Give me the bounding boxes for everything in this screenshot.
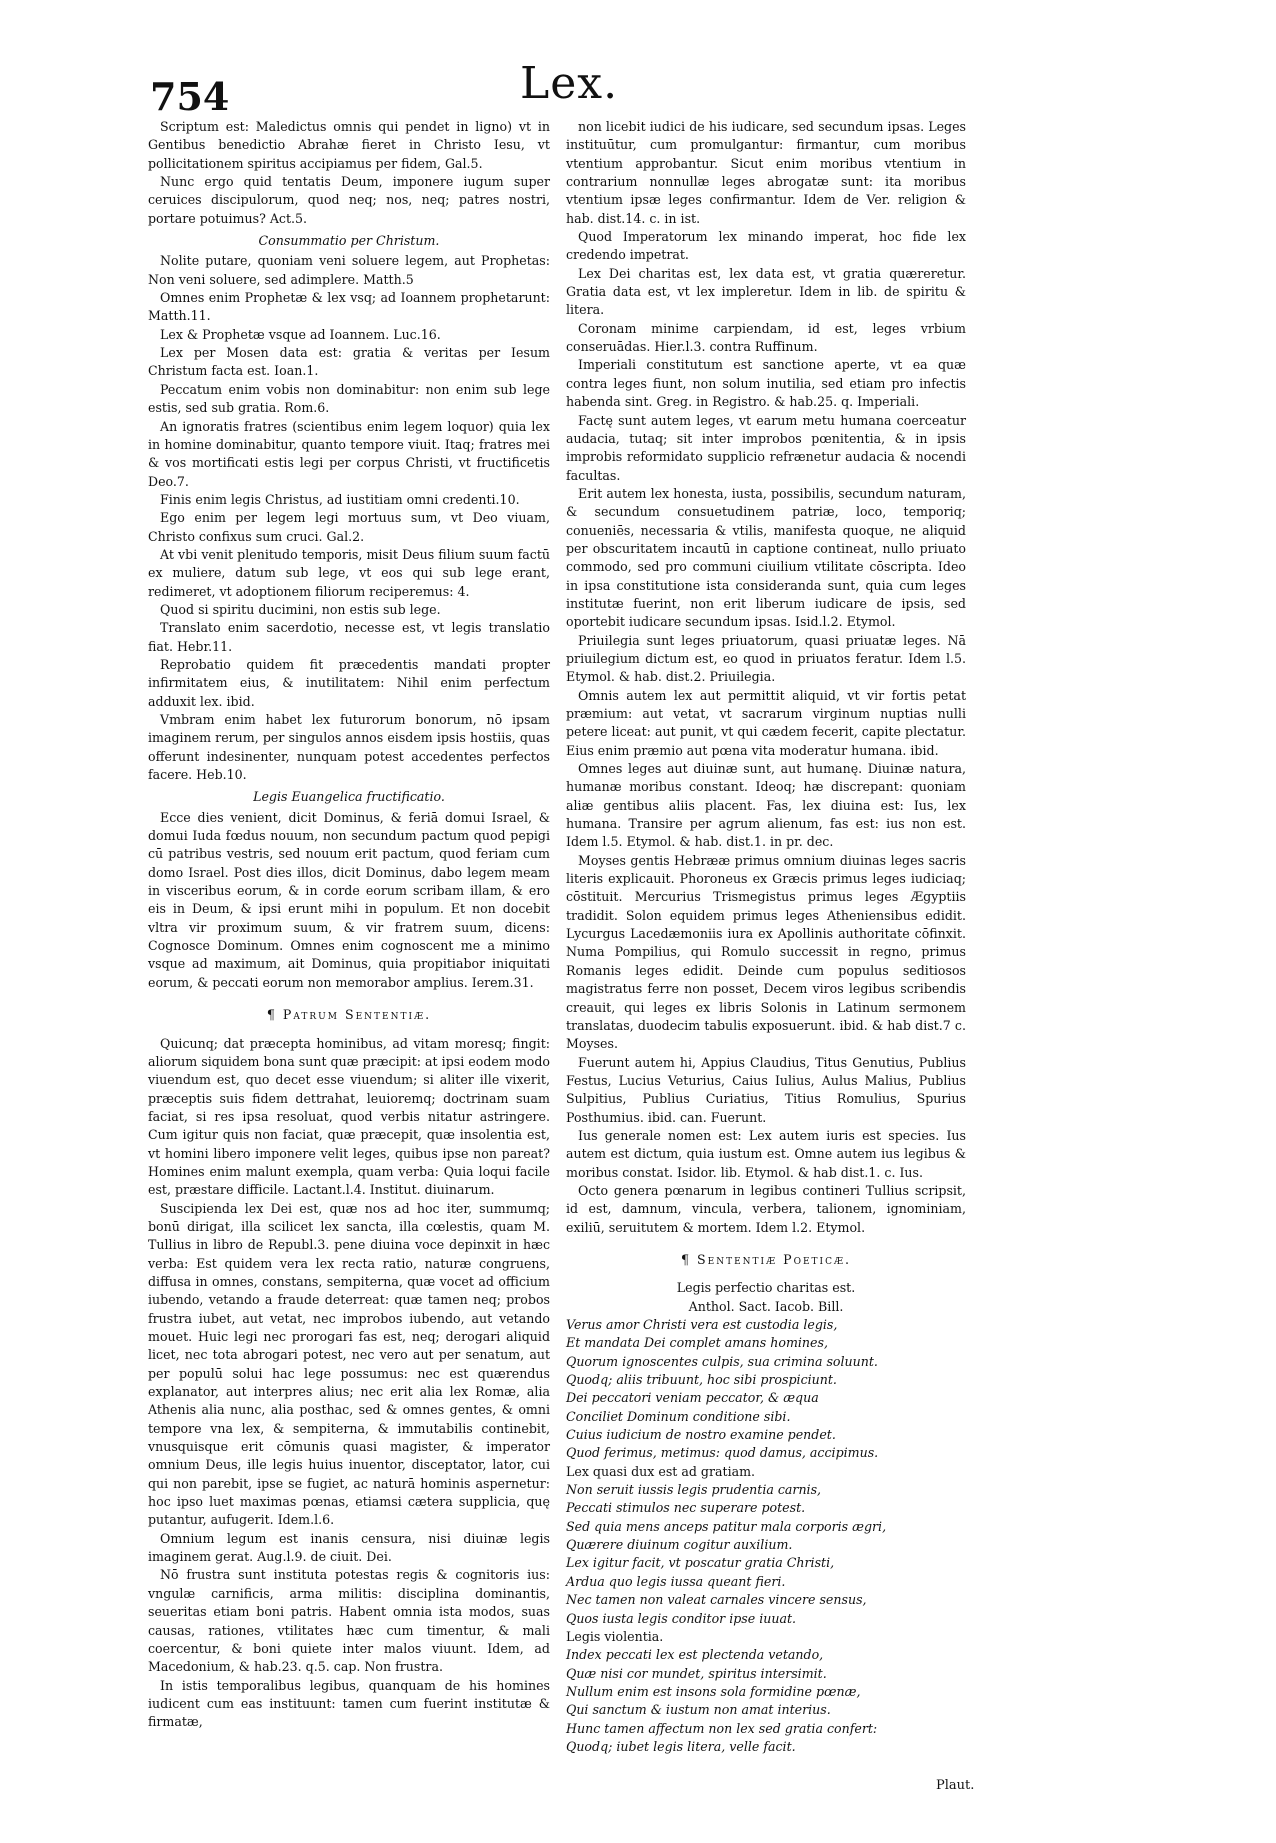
verse-line: Nullum enim est insons sola formidine pœnæ,: [566, 1683, 861, 1699]
paragraph: Ego enim per legem legi mortuus sum, vt Deo viuam, Christo confixus sum cruci. Gal.2.: [148, 510, 550, 544]
verse-line: Quodq; aliis tribuunt, hoc sibi prospiciunt.: [566, 1372, 837, 1388]
paragraph: Lex Dei charitas est, lex data est, vt gratia quæreretur. Gratia data est, vt lex impleretur. Idem in lib. de spiritu & litera.: [566, 265, 966, 318]
verse-line: Ardua quo legis iussa queant fieri.: [566, 1573, 786, 1589]
paragraph: Priuilegia sunt leges priuatorum, quasi priuatæ leges. Nā priuilegium dictum est, eo quod in priuatos feratur. Idem l.5. Etymol. & hab. dist.2. Priuilegia.: [566, 632, 966, 685]
paragraph: Omnis autem lex aut permittit aliquid, vt vir fortis petat præmium: aut vetat, vt sacrarum virginum nuptias nulli petere liceat: aut punit, vt qui cædem fecerit, capite plectatur. Eius enim præmio aut pœna vita moderatur humana. ibid.: [566, 687, 966, 758]
verse-line: Conciliet Dominum conditione sibi.: [566, 1408, 791, 1424]
verse-line: Nec tamen non valeat carnales vincere sensus,: [566, 1592, 867, 1608]
verse-line: Lex igitur facit, vt poscatur gratia Christi,: [566, 1555, 835, 1571]
paragraph: Fuerunt autem hi, Appius Claudius, Titus Genutius, Publius Festus, Lucius Veturius, Caius Iulius, Aulus Malius, Publius Sulpitius, Publius Curiatius, Titius Romulius, Spurius Posthumius. ibid. can. Fuerunt.: [566, 1054, 966, 1125]
paragraph: Quicunq; dat præcepta hominibus, ad vitam moresq; fingit: aliorum siquidem bona sunt quæ præcipit: at ipsi eodem modo viuendum est, quo decet esse viuendum; si aliter ille vixerit, præceptis suis fidem dettrahat, leuioremq; doctrinam suam faciat, si res ipsa resoluat, quod verbis nitatur astringere. Cum igitur quis non faciat, quæ præcepit, quæ insolentia est, vt homini libero imponere velit leges, quibus ipse non pareat? Homines enim malunt exempla, quam verba: Quia loqui facile est, præstare difficile. Lactant.l.4. Institut. diuinarum.: [148, 1035, 550, 1198]
paragraph: In istis temporalibus legibus, quanquam de his homines iudicent cum eas instituunt: tamen cum fuerint institutæ & firmatæ,: [148, 1677, 550, 1730]
paragraph: At vbi venit plenitudo temporis, misit Deus filium suum factū ex muliere, datum sub lege, vt eos qui sub lege erant, redimeret, vt adoptionem filiorum reciperemus: 4.: [148, 546, 550, 599]
paragraph: Nolite putare, quoniam veni soluere legem, aut Prophetas: Non veni soluere, sed adimplere. Matth.5: [148, 253, 550, 287]
paragraph: Omnes leges aut diuinæ sunt, aut humanę. Diuinæ natura, humanæ moribus constant. Ideoq; hæ discrepant: quoniam aliæ gentibus aliis placent. Fas, lex diuina est: Ius, lex humana. Transire per agrum alienum, fas est: ius non est. Idem l.5. Etymol. & hab. dist.1. in pr. dec.: [566, 761, 966, 850]
verse-line: Index peccati lex est plectenda vetando,: [566, 1647, 824, 1663]
verse-heading: Lex quasi dux est ad gratiam.: [566, 1463, 756, 1479]
paragraph: Factę sunt autem leges, vt earum metu humana coerceatur audacia, tutaq; sit inter improbos pœnitentia, & in ipsis improbis reformidato supplicio refrænetur audacia & nocendi facultas.: [566, 412, 966, 483]
paragraph: Lex per Mosen data est: gratia & veritas per Iesum Christum facta est. Ioan.1.: [148, 345, 550, 379]
verse-line: Peccati stimulos nec superare potest.: [566, 1500, 806, 1516]
catchword: Plaut.: [936, 1778, 975, 1793]
page-number: 754: [150, 74, 230, 119]
paragraph: Ius generale nomen est: Lex autem iuris est species. Ius autem est dictum, quia iustum est. Omne autem ius legibus & moribus constat. Isidor. lib. Etymol. & hab dist.1. c. Ius.: [566, 1127, 966, 1180]
verse-line: Sed quia mens anceps patitur mala corporis ægri,: [566, 1518, 887, 1534]
paragraph: Erit autem lex honesta, iusta, possibilis, secundum naturam, & secundum consuetudinem patriæ, loco, temporiq; conueniēs, necessaria & vtilis, manifesta quoque, ne aliquid per obscuritatem incautū in captione contineat, nullo priuato commodo, sed pro communi ciuilium vtilitate cōscripta. Ideo in ipsa constitutione ista consideranda sunt, quia cum leges institutæ fuerint, non erit liberum iudicare de ipsis, sed oportebit iudicare secundum ipsas. Isid.l.2. Etymol.: [566, 485, 966, 630]
verse-line: Dei peccatori veniam peccator, & æqua: [566, 1390, 819, 1406]
verse-line: Et mandata Dei complet amans homines,: [566, 1335, 828, 1351]
verse-line: Cuius iudicium de nostro examine pendet.: [566, 1427, 836, 1443]
section-heading: Consummatio per Christum.: [258, 233, 440, 249]
paragraph: Imperiali constitutum est sanctione aperte, vt ea quæ contra leges fiunt, non solum inutilia, sed etiam pro infectis habenda sint. Greg. in Registro. & hab.25. q. Imperiali.: [566, 357, 966, 410]
centered-line: Anthol. Sact. Iacob. Bill.: [688, 1298, 844, 1314]
paragraph: An ignoratis fratres (scientibus enim legem loquor) quia lex in homine dominabitur, quanto tempore viuit. Itaq; fratres mei & vos mortificati estis legi per corpus Christi, vt fructificetis Deo.7.: [148, 418, 550, 489]
paragraph: Finis enim legis Christus, ad iustitiam omni credenti.10.: [160, 491, 520, 507]
paragraph: Omnes enim Prophetæ & lex vsq; ad Ioannem prophetarunt: Matth.11.: [148, 290, 550, 324]
centered-line: Legis perfectio charitas est.: [676, 1280, 856, 1296]
verse-line: Verus amor Christi vera est custodia legis,: [566, 1317, 838, 1332]
verse-line: Quod ferimus, metimus: quod damus, accipimus.: [566, 1445, 879, 1461]
running-head: Lex.: [520, 58, 619, 109]
paragraph: Quod si spiritu ducimini, non estis sub lege.: [160, 601, 441, 617]
section-title: ¶ Patrum Sententiæ.: [266, 1007, 432, 1023]
verse-line: Non seruit iussis legis prudentia carnis,: [566, 1482, 822, 1498]
left-column: [148, 118, 550, 1732]
verse-line: Qui sanctum & iustum non amat interius.: [566, 1702, 831, 1718]
paragraph: Octo genera pœnarum in legibus contineri Tullius scripsit, id est, damnum, vincula, verbera, talionem, ignominiam, exiliū, seruitutem & mortem. Idem l.2. Etymol.: [566, 1182, 966, 1235]
section-heading: Legis Euangelica fructificatio.: [253, 789, 445, 805]
paragraph: Suscipienda lex Dei est, quæ nos ad hoc iter, summumq; bonū dirigat, illa scilicet lex sancta, illa cœlestis, quam M. Tullius in libro de Republ.3. pene diuina voce depinxit in hæc verba: Est quidem vera lex recta ratio, naturæ congruens, diffusa in omnes, constans, sempiterna, quæ vocet ad officium iubendo, vetando a fraude deterreat: quæ tamen neq; probos frustra iubet, aut vetat, nec improbos iubendo, aut vetando mouet. Huic legi nec prorogari fas est, neq; derogari aliquid licet, nec tota abrogari potest, nec vero aut per senatum, aut per populū solui hac lege possumus: nec est quærendus explanator, aut interpres alius; nec erit alia lex Romæ, alia Athenis alia nunc, alia posthac, sed & omnes gentes, & omni tempore vna lex, & sempiterna, & immutabilis continebit, vnusquisque erit cōmunis quasi magister, & imperator omnium Deus, ille legis huius inuentor, disceptator, lator, cui qui non parebit, ipse se fugiet, ac naturā hominis aspernetur: hoc ipso luet maximas pœnas, etiamsi cætera supplicia, quę putantur, aufugerit. Idem.l.6.: [148, 1200, 550, 1528]
right-column: [566, 118, 966, 1756]
paragraph: Reprobatio quidem fit præcedentis mandati propter infirmitatem eius, & inutilitatem: Nihil enim perfectum adduxit lex. ibid.: [148, 656, 550, 709]
paragraph: Omnium legum est inanis censura, nisi diuinæ legis imaginem gerat. Aug.l.9. de ciuit. Dei.: [148, 1530, 550, 1565]
paragraph: Translato enim sacerdotio, necesse est, vt legis translatio fiat. Hebr.11.: [148, 620, 550, 654]
paragraph: Nō frustra sunt instituta potestas regis & cognitoris ius: vngulæ carnificis, arma militis: disciplina dominantis, seueritas etiam boni patris. Habent omnia ista modos, suas causas, rationes, vtilitates hæc cum timentur, & mali coercentur, & boni quiete inter malos viuunt. Idem, ad Macedonium, & hab.23. q.5. cap. Non frustra.: [148, 1567, 550, 1675]
paragraph: Coronam minime carpiendam, id est, leges vrbium conseruādas. Hier.l.3. contra Ruffinum.: [566, 320, 966, 355]
paragraph: Nunc ergo quid tentatis Deum, imponere iugum super ceruices discipulorum, quod neq; nos, neq; patres nostri, portare potuimus? Act.5.: [148, 174, 550, 226]
verse-line: Quæ nisi cor mundet, spiritus intersimit.: [566, 1665, 827, 1681]
section-title: ¶ Sententiæ Poeticæ.: [681, 1251, 851, 1267]
paragraph: Scriptum est: Maledictus omnis qui pendet in ligno) vt in Gentibus benedictio Abrahæ fieret in Christo Iesu, vt pollicitationem spiritus accipiamus per fidem, Gal.5.: [148, 119, 550, 171]
paragraph: Ecce dies venient, dicit Dominus, & feriā domui Israel, & domui Iuda fœdus nouum, non secundum pactum quod pepigi cū patribus vestris, sed nouum erit pactum, quod feriam cum domo Israel. Post dies illos, dicit Dominus, dabo legem meam in visceribus eorum, & in corde eorum scribam illam, & ero eis in Deum, & ipsi erunt mihi in populum. Et non docebit vltra vir proximum suum, & vir fratrem suum, dicens: Cognosce Dominum. Omnes enim cognoscent me a minimo vsque ad maximum, ait Dominus, quia propitiabor iniquitati eorum, & peccati eorum non memorabor amplius. Ierem.31.: [148, 809, 550, 990]
paragraph: non licebit iudici de his iudicare, sed secundum ipsas. Leges instituūtur, cum promulgantur: firmantur, cum moribus vtentium approbantur. Sicut enim moribus vtentium in contrarium nonnullæ leges abrogatæ sunt: ita moribus vtentium ipsæ leges confirmantur. Idem de Ver. religion & hab. dist.14. c. in ist.: [566, 119, 966, 226]
verse-line: Quos iusta legis conditor ipse iuuat.: [566, 1610, 797, 1626]
paragraph: Quod Imperatorum lex minando imperat, hoc fide lex credendo impetrat.: [566, 229, 966, 263]
verse-line: Quorum ignoscentes culpis, sua crimina soluunt.: [566, 1353, 878, 1369]
paragraph: Moyses gentis Hebrææ primus omnium diuinas leges sacris literis explicauit. Phoroneus ex Græcis primus leges iudiciaq; cōstituit. Mercurius Trismegistus primus leges Ægyptiis tradidit. Solon equidem primus leges Atheniensibus edidit. Lycurgus Lacedæmoniis iura ex Apollinis authoritate cōfinxit. Numa Pompilius, qui Romulo successit in regno, primus Romanis leges edidit. Deinde cum populus seditiosos magistratus ferre non posset, Decem viros legibus scribendis creauit, qui leges ex libris Solonis in Latinum sermonem translatas, duodecim tabulis exposuerunt. ibid. & hab dist.7 c. Moyses.: [566, 852, 966, 1052]
paragraph: Peccatum enim vobis non dominabitur: non enim sub lege estis, sed sub gratia. Rom.6.: [148, 381, 550, 416]
paragraph: Lex & Prophetæ vsque ad Ioannem. Luc.16.: [160, 326, 441, 342]
verse-line: Hunc tamen affectum non lex sed gratia confert:: [566, 1720, 878, 1736]
verse-line: Quærere diuinum cogitur auxilium.: [566, 1537, 793, 1553]
verse-heading: Legis violentia.: [566, 1628, 664, 1644]
paragraph: Vmbram enim habet lex futurorum bonorum, nō ipsam imaginem rerum, per singulos annos eisdem ipsis hostiis, quas offerunt indesinenter, nunquam potest accedentes perfectos facere. Heb.10.: [148, 712, 550, 783]
verse-line: Quodq; iubet legis litera, velle facit.: [566, 1738, 796, 1754]
